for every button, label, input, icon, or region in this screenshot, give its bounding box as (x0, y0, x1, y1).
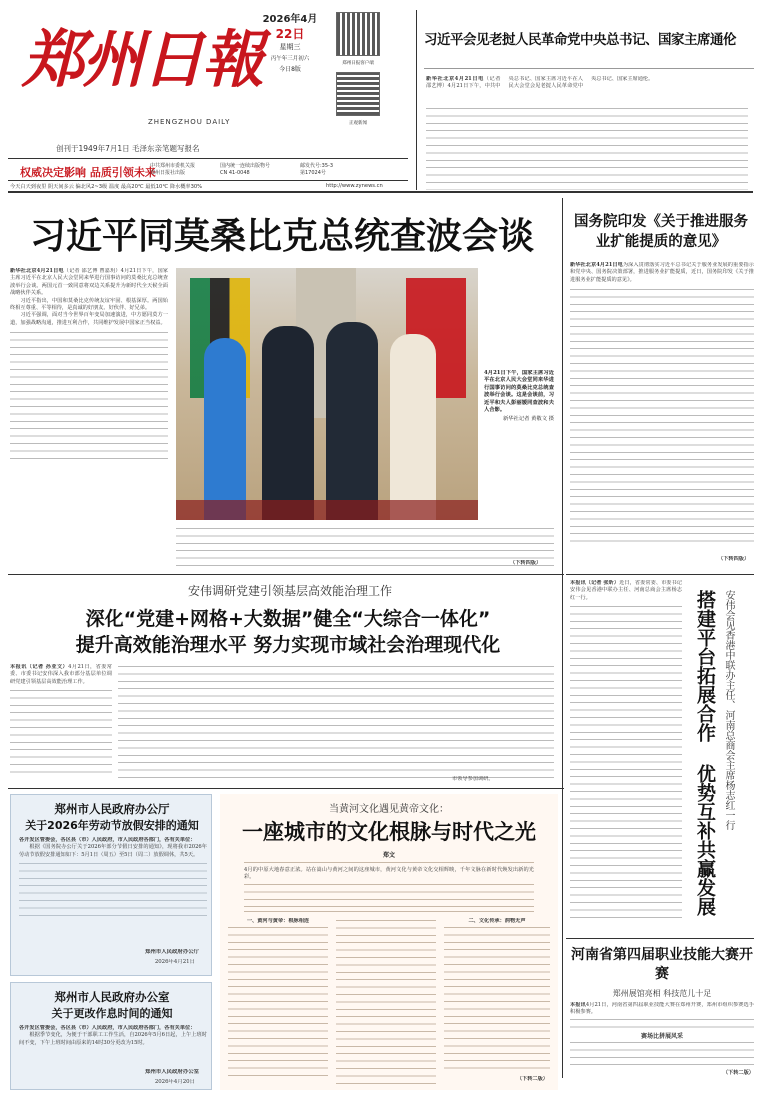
masthead-founded: 创刊于1949年7月1日 毛泽东亲笔题写报名 (56, 144, 200, 153)
state-council-text: 为深入贯彻落实习近平总书记关于服务业发展的重要指示和党中央、国务院决策部署，推进服务业扩能提质，近日，国务院印发《关于推进服务业扩能提质的意见》。 (570, 262, 754, 283)
masthead-slogan: 权威决定影响 品质引领未来 (20, 166, 156, 179)
divider (8, 180, 408, 181)
state-council-headline: 国务院印发《关于推进服务业扩能提质的意见》 (574, 214, 748, 250)
notice-1-headline-2: 关于2026年劳动节放假安排的通知 (25, 819, 199, 832)
culture-continued: （下转二版） (516, 1076, 548, 1082)
issue-weekday: 星期三 (279, 43, 301, 51)
main-dateline: 新华社北京4月21日电 (10, 268, 64, 274)
main-body-3: 习近平强调，面对当今世界百年变局加速演进，中方愿同莫方一道，加强战略沟通，推进互利合作，共同维护发展中国家正当权益。 (10, 312, 168, 326)
notice-2-date: 2026年4月20日 (154, 1079, 195, 1085)
notice-1-date: 2026年4月21日 (154, 959, 195, 965)
hk-text: 近日，省委常委、市委书记安伟会见香港中联办主任、河南总商会主席杨志红一行。 (570, 580, 682, 601)
divider (8, 191, 753, 193)
notice-1-body (19, 837, 207, 941)
divider (8, 788, 564, 789)
notice-2-address: 各开发区管委会，各区县（市）人民政府，市人民政府各部门，各有关单位： (19, 1025, 196, 1031)
main-body-columns (176, 526, 554, 570)
masthead-logo: 郑州日報 (22, 23, 263, 96)
divider (424, 68, 754, 69)
notice-1-headline-1: 郑州市人民政府办公厅 (54, 802, 170, 816)
party-byline-end: 市领导参加调研。 (452, 776, 494, 782)
culture-col-1 (228, 918, 328, 1086)
notice-2-headline-1: 郑州市人民政府办公室 (54, 990, 170, 1004)
masthead-logo-en: ZHENGZHOU DAILY (148, 118, 231, 126)
culture-box (220, 794, 558, 1090)
publisher-line-1: 中共郑州市委机关报 (150, 163, 196, 169)
figure-4 (390, 334, 436, 520)
notice-2-headline-2: 关于更改作息时间的通知 (51, 1007, 173, 1020)
qr-caption-app: 郑州日报客户端 (342, 61, 374, 66)
notice-2-signer: 郑州市人民政府办公室 (145, 1069, 199, 1075)
culture-byline: 郑文 (382, 852, 395, 859)
state-council-continued: （下转四版） (718, 556, 750, 562)
divider (8, 574, 564, 575)
weather-line: 今天白天到夜里 阴天间多云 偏北风2~3级 温度 最高20℃ 最低10℃ 降水概率30% (10, 184, 203, 190)
notice-1-signer: 郑州市人民政府办公厅 (145, 949, 199, 955)
job-fair-dateline: 本报讯 (570, 1002, 586, 1008)
state-council-body (570, 262, 754, 568)
hk-kicker: 安伟会见香港中联办主任、河南总商会主席杨志红一行 (723, 590, 734, 830)
culture-lead (244, 862, 534, 912)
issue-date-box (252, 8, 328, 102)
issue-lunar: 丙午年三月初六 (270, 56, 310, 62)
figure-2 (262, 326, 314, 520)
main-body-filler (10, 330, 168, 460)
main-continued: （下转四版） (510, 560, 542, 566)
notice-1-address: 各开发区管委会，各区县（市）人民政府，市人民政府各部门，各有关单位： (19, 837, 196, 843)
notice-1 (10, 794, 212, 976)
state-council-dateline: 新华社北京4月21日电 (570, 262, 623, 268)
party-dateline: 本报讯（记者 孙亚文） (10, 664, 69, 670)
qr-code-news[interactable] (336, 72, 380, 116)
notice-2 (10, 982, 212, 1090)
culture-col-3 (444, 918, 550, 1086)
notice-1-filler (19, 861, 207, 921)
party-text: 4月21日，省委常委、市委书记安伟深入我市部分基层单位调研党建引领基层高效能治理工作。 (10, 664, 112, 685)
divider (566, 938, 754, 939)
top-right-body-text: （记者 邵艺博）4月21日下午，中共中央总书记、国家主席习近平在人民大会堂会见老挝人民革命党中央总书记、国家主席通伦。 (426, 76, 654, 90)
notice-1-text: 根据《国务院办公厅关于2026年部分节假日安排的通知》，现将我市2026年劳动节放假安排通知如下：5月1日（周五）至5日（周二）放假调休，共5天。 (19, 844, 207, 858)
party-kicker: 安伟调研党建引领基层高效能治理工作 (187, 584, 392, 598)
culture-lead-filler (244, 882, 534, 912)
main-body-1: （记者 邵艺博 曹嘉玥）4月21日下午，国家主席习近平在北京人民大会堂同来华进行国事访问的莫桑比克总统查波举行会谈。两国元首一致同意将双边关系提升为新时代全天候全面战略伙伴关系。 (10, 268, 168, 297)
job-fair-filler-2 (570, 1040, 754, 1070)
cn-number: CN 41-0048 (220, 170, 250, 176)
main-body-2: 习近平指出，中国和莫桑比克传统友谊牢固、根基深厚。两国始终相互尊重、平等相待，是真诚的好朋友、好伙伴、好兄弟。 (10, 297, 168, 312)
issue-number: 第17024号 (300, 170, 326, 176)
state-council-filler (570, 287, 754, 547)
party-body (10, 664, 112, 784)
divider (416, 10, 417, 190)
party-headline-1: 深化“党建+网格+大数据”健全“大综合一体化” (85, 608, 491, 630)
photo-credit: 新华社记者 黄敬文 摄 (502, 416, 554, 423)
culture-kicker: 当黄河文化遇见黄帝文化： (329, 804, 449, 815)
job-fair-body (570, 1002, 754, 1092)
divider (8, 158, 408, 159)
masthead (8, 8, 414, 190)
hk-filler (570, 604, 682, 924)
divider (566, 574, 754, 575)
qr-code-app[interactable] (336, 12, 380, 56)
job-fair-filler (570, 1017, 754, 1033)
job-fair-text: 4月21日，河南省第四届职业技能大赛在郑州开赛，郑州市组织参赛选手积极参赛。 (570, 1002, 754, 1016)
carpet (176, 500, 478, 520)
culture-col-3-filler (444, 925, 550, 1075)
figure-3 (326, 322, 378, 520)
party-filler (10, 688, 112, 778)
figure-1 (204, 338, 246, 520)
issue-day: 22日 (275, 27, 305, 41)
job-fair-headline: 河南省第四届职业技能大赛开赛 (571, 947, 753, 982)
issue-year: 2026年4月 (262, 14, 318, 25)
party-columns (118, 664, 554, 782)
notice-2-text: 根据季节变化，为便于干部职工工作生活，自2026年5月6日起，上午上班时间不变，下午上班时间由原来的14时30分更改为15时。 (19, 1032, 207, 1046)
culture-section-1: 一、黄河与黄帝：根脉相连 (246, 918, 310, 924)
post-code: 邮发代号:35-3 (300, 163, 334, 169)
hk-dateline: 本报讯（记者 张昕） (570, 580, 620, 586)
issue-pages: 今日8版 (279, 66, 301, 73)
job-fair-continued: （下转二版） (722, 1070, 754, 1077)
hk-headline: 搭建平台拓展合作 优势互补共赢发展 (694, 590, 716, 916)
top-right-body-filler (426, 106, 748, 190)
qr-caption-news: 正观新闻 (349, 121, 367, 126)
publisher-line-2: 郑州日报社出版 (150, 170, 186, 176)
divider (562, 198, 563, 1078)
culture-headline: 一座城市的文化根脉与时代之光 (242, 820, 536, 844)
main-story-body (10, 268, 168, 524)
notice-2-body (19, 1025, 207, 1065)
job-fair-subhead: 郑州展馆亮相 科技范儿十足 (612, 989, 712, 998)
top-right-dateline: 新华社北京4月21日电 (426, 76, 484, 82)
main-photo-caption (484, 370, 554, 520)
site-url[interactable]: http://www.zynews.cn (326, 183, 383, 189)
culture-lead-text: 4月的中原大地春意正浓。站在嵩山与黄河之间的这座城市，黄河文化与黄帝文化交相辉映，千年文脉在新时代焕发出新的光彩。 (244, 867, 534, 881)
hk-body (570, 580, 682, 936)
culture-section-2: 二、文化传承：润物无声 (468, 918, 526, 924)
photo-caption-text: 4月21日下午，国家主席习近平在北京人民大会堂同来华进行国事访问的莫桑比克总统查波举行会谈。这是会谈前，习近平和夫人彭丽媛同查波和夫人合影。 (484, 370, 554, 414)
main-photo[interactable] (176, 268, 478, 520)
job-fair-subkicker: 赛场比拼展风采 (640, 1032, 683, 1040)
top-right-headline: 习近平会见老挝人民革命党中央总书记、国家主席通伦 (424, 32, 736, 48)
culture-col-2 (336, 918, 436, 1086)
cn-label: 国内统一连续出版物号 (220, 163, 271, 169)
main-headline: 习近平同莫桑比克总统查波会谈 (30, 216, 535, 257)
party-headline-2: 提升高效能治理水平 努力实现市域社会治理现代化 (75, 634, 501, 656)
culture-col-1-filler (228, 925, 328, 1081)
